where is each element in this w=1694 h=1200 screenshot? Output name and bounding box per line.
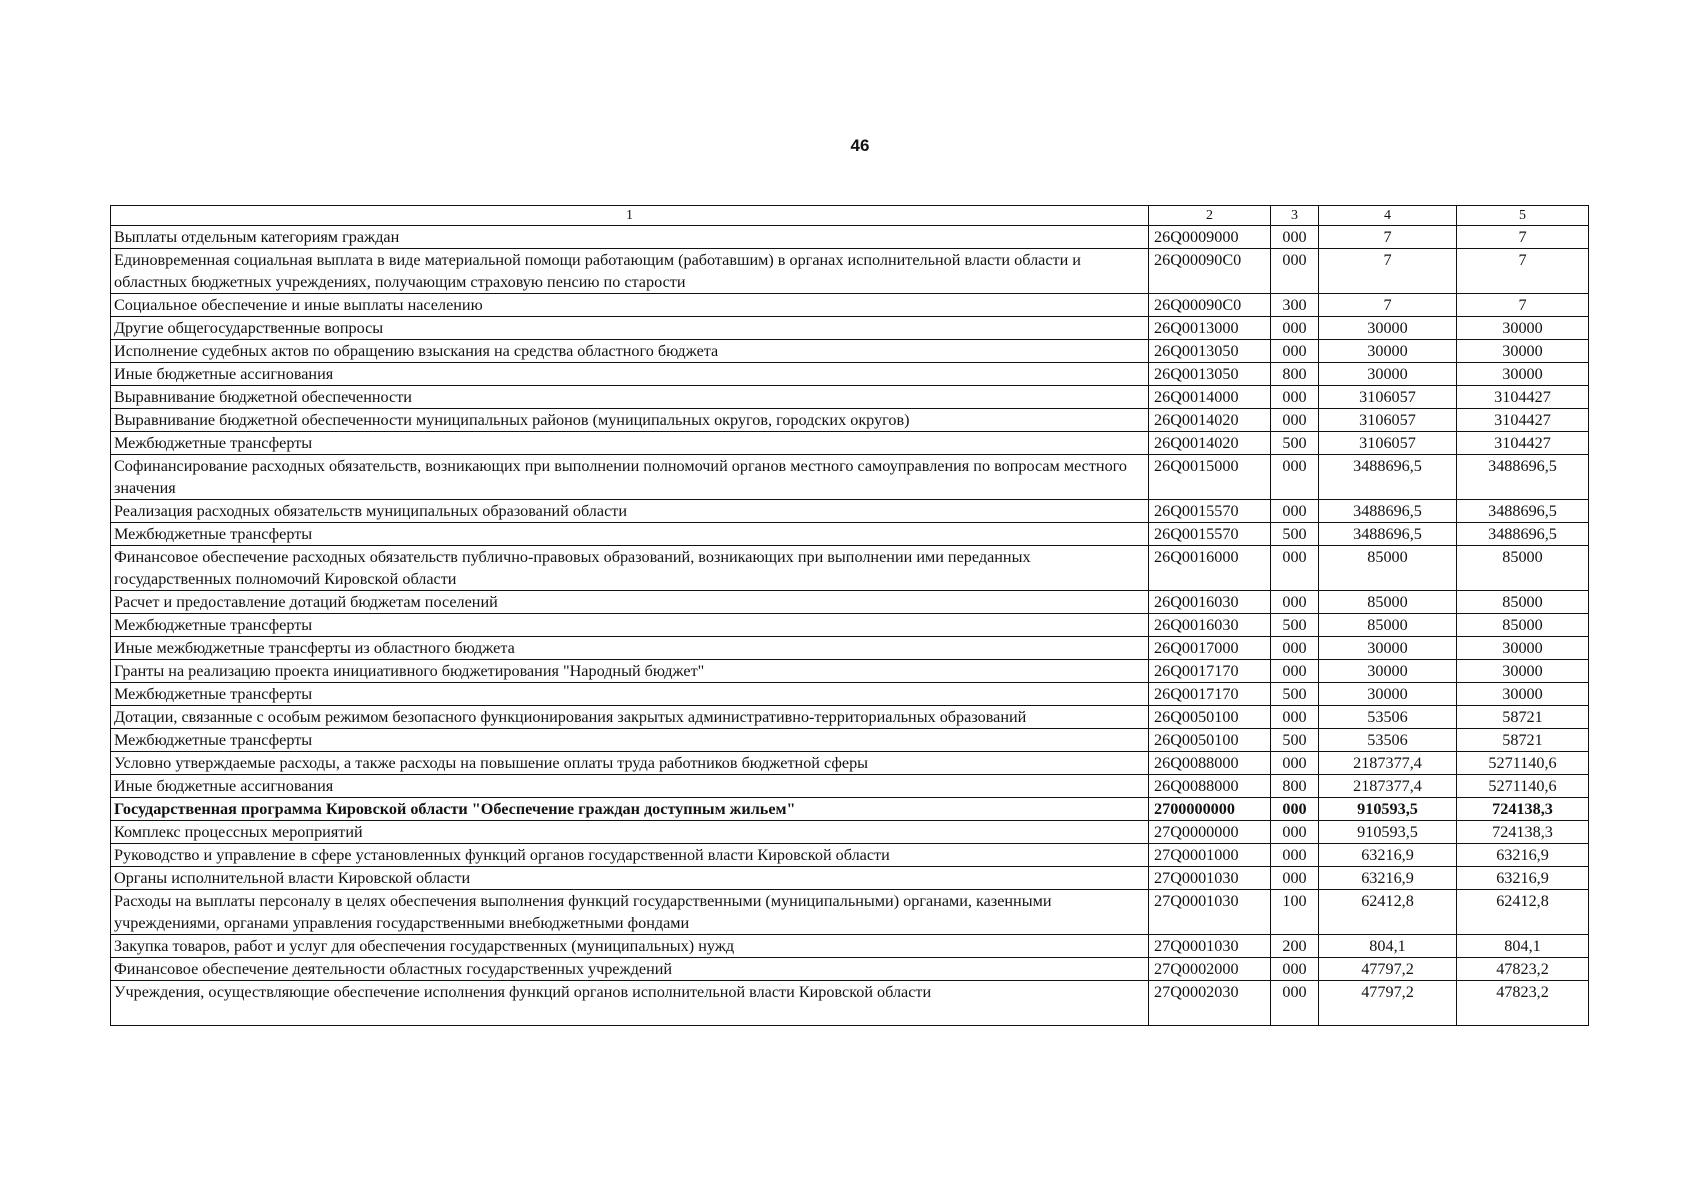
amount-year2-cell: 62412,8 (1457, 890, 1589, 935)
expense-type-cell: 000 (1271, 409, 1319, 432)
table-row (111, 844, 1589, 867)
column-header: 1 (111, 206, 1149, 226)
table-row (111, 867, 1589, 890)
target-code-cell: 26Q0016030 (1149, 591, 1271, 614)
amount-year2-cell: 7 (1457, 249, 1589, 294)
expense-type-cell: 000 (1271, 798, 1319, 821)
amount-year1-cell: 910593,5 (1319, 798, 1457, 821)
table-row (111, 798, 1589, 821)
expense-name-cell: Исполнение судебных актов по обращению взыскания на средства областного бюджета (111, 340, 1149, 363)
expense-type-cell: 000 (1271, 455, 1319, 500)
table-row (111, 546, 1589, 591)
table-row (111, 500, 1589, 523)
expense-type-cell: 000 (1271, 752, 1319, 775)
amount-year1-cell: 30000 (1319, 363, 1457, 386)
table-row (111, 340, 1589, 363)
target-code-cell: 27Q0001000 (1149, 844, 1271, 867)
amount-year2-cell: 30000 (1457, 340, 1589, 363)
table-row (111, 637, 1589, 660)
expense-name-cell: Социальное обеспечение и иные выплаты населению (111, 294, 1149, 317)
table-row (111, 294, 1589, 317)
column-header: 4 (1319, 206, 1457, 226)
table-row (111, 660, 1589, 683)
target-code-cell: 26Q00090C0 (1149, 294, 1271, 317)
expense-name-cell: Органы исполнительной власти Кировской области (111, 867, 1149, 890)
amount-year2-cell: 804,1 (1457, 935, 1589, 958)
table-row (111, 409, 1589, 432)
expense-type-cell: 000 (1271, 546, 1319, 591)
target-code-cell: 26Q0088000 (1149, 775, 1271, 798)
amount-year1-cell: 3488696,5 (1319, 523, 1457, 546)
expense-type-cell: 000 (1271, 821, 1319, 844)
expense-name-cell: Учреждения, осуществляющие обеспечение исполнения функций органов исполнительной власти Кировской области (111, 981, 1149, 1026)
expense-type-cell: 000 (1271, 958, 1319, 981)
amount-year2-cell: 85000 (1457, 546, 1589, 591)
table-row (111, 523, 1589, 546)
amount-year1-cell: 63216,9 (1319, 844, 1457, 867)
amount-year2-cell: 63216,9 (1457, 844, 1589, 867)
amount-year2-cell: 5271140,6 (1457, 752, 1589, 775)
expense-name-cell: Государственная программа Кировской области "Обеспечение граждан доступным жильем" (111, 798, 1149, 821)
expense-name-cell: Руководство и управление в сфере установленных функций органов государственной власти Кировской области (111, 844, 1149, 867)
expense-type-cell: 000 (1271, 637, 1319, 660)
expense-type-cell: 500 (1271, 614, 1319, 637)
expense-name-cell: Дотации, связанные с особым режимом безопасного функционирования закрытых административно-территориальных образований (111, 706, 1149, 729)
target-code-cell: 26Q0050100 (1149, 729, 1271, 752)
amount-year1-cell: 7 (1319, 226, 1457, 249)
amount-year2-cell: 7 (1457, 294, 1589, 317)
expense-type-cell: 300 (1271, 294, 1319, 317)
amount-year1-cell: 3488696,5 (1319, 500, 1457, 523)
expense-type-cell: 500 (1271, 729, 1319, 752)
expense-name-cell: Межбюджетные трансферты (111, 432, 1149, 455)
amount-year2-cell: 3104427 (1457, 432, 1589, 455)
expense-type-cell: 000 (1271, 226, 1319, 249)
expense-type-cell: 800 (1271, 363, 1319, 386)
target-code-cell: 26Q0015000 (1149, 455, 1271, 500)
expense-name-cell: Закупка товаров, работ и услуг для обеспечения государственных (муниципальных) нужд (111, 935, 1149, 958)
table-row (111, 775, 1589, 798)
table-row (111, 455, 1589, 500)
table-row (111, 729, 1589, 752)
amount-year1-cell: 30000 (1319, 340, 1457, 363)
amount-year1-cell: 53506 (1319, 706, 1457, 729)
target-code-cell: 26Q0009000 (1149, 226, 1271, 249)
expense-name-cell: Иные межбюджетные трансферты из областного бюджета (111, 637, 1149, 660)
amount-year1-cell: 910593,5 (1319, 821, 1457, 844)
target-code-cell: 26Q0016000 (1149, 546, 1271, 591)
amount-year1-cell: 47797,2 (1319, 981, 1457, 1026)
expense-name-cell: Финансовое обеспечение расходных обязательств публично-правовых образований, возникающих при выполнении ими переданных государственных полномочий Кировской области (111, 546, 1149, 591)
table-row (111, 317, 1589, 340)
expense-name-cell: Другие общегосударственные вопросы (111, 317, 1149, 340)
amount-year2-cell: 724138,3 (1457, 821, 1589, 844)
expense-name-cell: Софинансирование расходных обязательств, возникающих при выполнении полномочий органов местного самоуправления по вопросам местного значения (111, 455, 1149, 500)
amount-year2-cell: 85000 (1457, 591, 1589, 614)
amount-year1-cell: 804,1 (1319, 935, 1457, 958)
amount-year2-cell: 30000 (1457, 660, 1589, 683)
table-row (111, 249, 1589, 294)
target-code-cell: 27Q0002000 (1149, 958, 1271, 981)
table-row (111, 821, 1589, 844)
expense-name-cell: Межбюджетные трансферты (111, 729, 1149, 752)
expense-type-cell: 000 (1271, 386, 1319, 409)
amount-year1-cell: 30000 (1319, 660, 1457, 683)
amount-year2-cell: 3104427 (1457, 409, 1589, 432)
table-row (111, 226, 1589, 249)
amount-year1-cell: 53506 (1319, 729, 1457, 752)
table-row (111, 706, 1589, 729)
expense-name-cell: Выплаты отдельным категориям граждан (111, 226, 1149, 249)
amount-year1-cell: 85000 (1319, 591, 1457, 614)
expense-name-cell: Расходы на выплаты персоналу в целях обеспечения выполнения функций государственными (муниципальными) органами, казенными учреждениями, органами управления государственными внебюджетными фондами (111, 890, 1149, 935)
target-code-cell: 27Q0001030 (1149, 867, 1271, 890)
expense-name-cell: Гранты на реализацию проекта инициативного бюджетирования "Народный бюджет" (111, 660, 1149, 683)
expense-name-cell: Реализация расходных обязательств муниципальных образований области (111, 500, 1149, 523)
table-row (111, 363, 1589, 386)
target-code-cell: 26Q0017170 (1149, 660, 1271, 683)
target-code-cell: 26Q0015570 (1149, 500, 1271, 523)
expense-name-cell: Иные бюджетные ассигнования (111, 775, 1149, 798)
amount-year2-cell: 3488696,5 (1457, 523, 1589, 546)
amount-year2-cell: 30000 (1457, 317, 1589, 340)
amount-year2-cell: 3104427 (1457, 386, 1589, 409)
expense-type-cell: 800 (1271, 775, 1319, 798)
expense-type-cell: 000 (1271, 317, 1319, 340)
expense-type-cell: 100 (1271, 890, 1319, 935)
amount-year2-cell: 85000 (1457, 614, 1589, 637)
target-code-cell: 26Q0013050 (1149, 363, 1271, 386)
amount-year2-cell: 5271140,6 (1457, 775, 1589, 798)
target-code-cell: 26Q0088000 (1149, 752, 1271, 775)
amount-year1-cell: 3488696,5 (1319, 455, 1457, 500)
table-row (111, 614, 1589, 637)
expense-type-cell: 000 (1271, 660, 1319, 683)
expense-name-cell: Комплекс процессных мероприятий (111, 821, 1149, 844)
amount-year1-cell: 85000 (1319, 614, 1457, 637)
amount-year1-cell: 62412,8 (1319, 890, 1457, 935)
expense-type-cell: 000 (1271, 591, 1319, 614)
amount-year2-cell: 63216,9 (1457, 867, 1589, 890)
table-row (111, 752, 1589, 775)
expense-type-cell: 000 (1271, 500, 1319, 523)
target-code-cell: 26Q0050100 (1149, 706, 1271, 729)
amount-year1-cell: 30000 (1319, 683, 1457, 706)
amount-year1-cell: 2187377,4 (1319, 775, 1457, 798)
amount-year1-cell: 47797,2 (1319, 958, 1457, 981)
expense-name-cell: Выравнивание бюджетной обеспеченности муниципальных районов (муниципальных округов, городских округов) (111, 409, 1149, 432)
target-code-cell: 26Q0017000 (1149, 637, 1271, 660)
expense-name-cell: Условно утверждаемые расходы, а также расходы на повышение оплаты труда работников бюджетной сферы (111, 752, 1149, 775)
expense-name-cell: Иные бюджетные ассигнования (111, 363, 1149, 386)
amount-year2-cell: 30000 (1457, 637, 1589, 660)
expense-name-cell: Выравнивание бюджетной обеспеченности (111, 386, 1149, 409)
amount-year2-cell: 58721 (1457, 706, 1589, 729)
column-header: 5 (1457, 206, 1589, 226)
amount-year2-cell: 30000 (1457, 363, 1589, 386)
budget-table (110, 205, 1589, 1026)
expense-type-cell: 200 (1271, 935, 1319, 958)
expense-type-cell: 500 (1271, 523, 1319, 546)
target-code-cell: 26Q0014020 (1149, 432, 1271, 455)
amount-year1-cell: 7 (1319, 249, 1457, 294)
amount-year2-cell: 3488696,5 (1457, 455, 1589, 500)
table-row (111, 591, 1589, 614)
column-header: 3 (1271, 206, 1319, 226)
expense-name-cell: Единовременная социальная выплата в виде материальной помощи работающим (работавшим) в органах исполнительной власти области и областных бюджетных учреждениях, получающим страховую пенсию по старости (111, 249, 1149, 294)
target-code-cell: 26Q00090C0 (1149, 249, 1271, 294)
target-code-cell: 26Q0016030 (1149, 614, 1271, 637)
target-code-cell: 26Q0013050 (1149, 340, 1271, 363)
expense-name-cell: Межбюджетные трансферты (111, 614, 1149, 637)
page-number: 46 (850, 136, 870, 155)
expense-name-cell: Финансовое обеспечение деятельности областных государственных учреждений (111, 958, 1149, 981)
target-code-cell: 26Q0017170 (1149, 683, 1271, 706)
expense-type-cell: 000 (1271, 340, 1319, 363)
amount-year2-cell: 7 (1457, 226, 1589, 249)
amount-year1-cell: 30000 (1319, 317, 1457, 340)
table-row (111, 890, 1589, 935)
amount-year2-cell: 47823,2 (1457, 981, 1589, 1026)
target-code-cell: 26Q0013000 (1149, 317, 1271, 340)
expense-type-cell: 000 (1271, 706, 1319, 729)
expense-name-cell: Межбюджетные трансферты (111, 523, 1149, 546)
table-row (111, 935, 1589, 958)
expense-type-cell: 000 (1271, 249, 1319, 294)
amount-year2-cell: 30000 (1457, 683, 1589, 706)
expense-type-cell: 000 (1271, 981, 1319, 1026)
expense-name-cell: Расчет и предоставление дотаций бюджетам поселений (111, 591, 1149, 614)
amount-year1-cell: 85000 (1319, 546, 1457, 591)
table-row (111, 683, 1589, 706)
target-code-cell: 27Q0000000 (1149, 821, 1271, 844)
amount-year1-cell: 3106057 (1319, 409, 1457, 432)
target-code-cell: 26Q0014020 (1149, 409, 1271, 432)
amount-year2-cell: 724138,3 (1457, 798, 1589, 821)
amount-year2-cell: 47823,2 (1457, 958, 1589, 981)
target-code-cell: 26Q0015570 (1149, 523, 1271, 546)
target-code-cell: 27Q0001030 (1149, 890, 1271, 935)
amount-year1-cell: 7 (1319, 294, 1457, 317)
column-header: 2 (1149, 206, 1271, 226)
amount-year1-cell: 3106057 (1319, 432, 1457, 455)
table-row (111, 386, 1589, 409)
amount-year1-cell: 63216,9 (1319, 867, 1457, 890)
amount-year1-cell: 30000 (1319, 637, 1457, 660)
table-row (111, 958, 1589, 981)
expense-name-cell: Межбюджетные трансферты (111, 683, 1149, 706)
target-code-cell: 27Q0001030 (1149, 935, 1271, 958)
expense-type-cell: 500 (1271, 432, 1319, 455)
table-row (111, 432, 1589, 455)
amount-year2-cell: 3488696,5 (1457, 500, 1589, 523)
amount-year2-cell: 58721 (1457, 729, 1589, 752)
target-code-cell: 27Q0002030 (1149, 981, 1271, 1026)
amount-year1-cell: 3106057 (1319, 386, 1457, 409)
target-code-cell: 2700000000 (1149, 798, 1271, 821)
expense-type-cell: 000 (1271, 867, 1319, 890)
expense-type-cell: 500 (1271, 683, 1319, 706)
target-code-cell: 26Q0014000 (1149, 386, 1271, 409)
table-row (111, 981, 1589, 1026)
header-row (111, 206, 1589, 226)
expense-type-cell: 000 (1271, 844, 1319, 867)
amount-year1-cell: 2187377,4 (1319, 752, 1457, 775)
